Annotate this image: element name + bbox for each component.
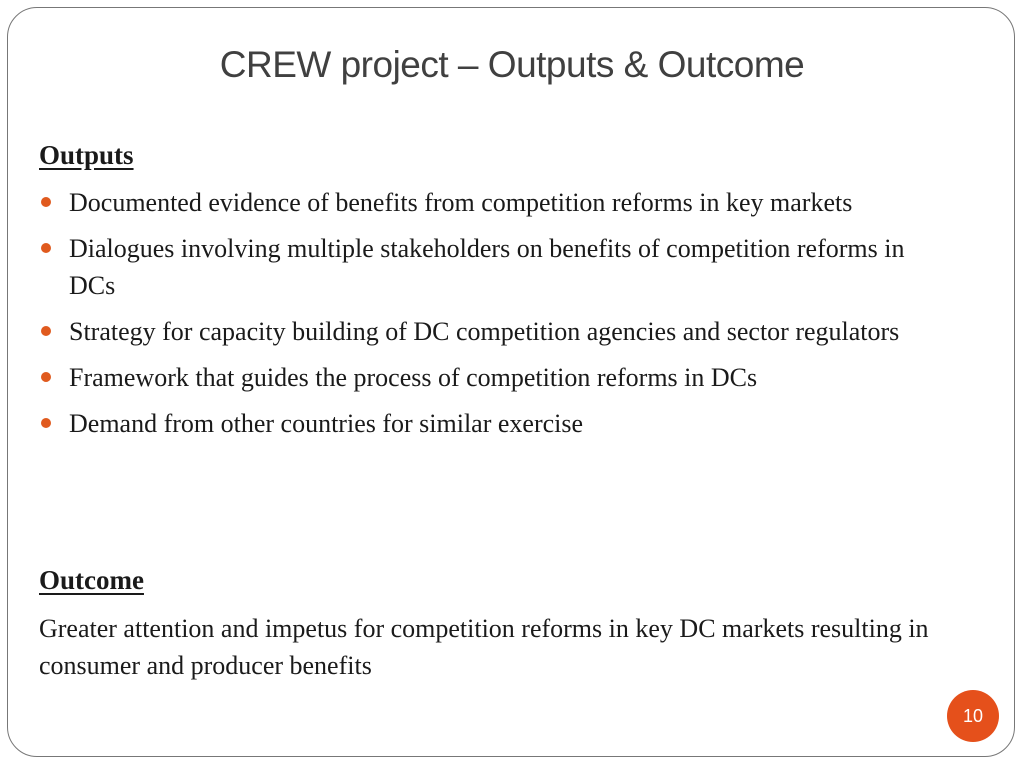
outputs-list-item [38, 359, 938, 396]
outputs-list-item [38, 405, 938, 442]
bullet-dot-icon [41, 372, 51, 382]
bullet-dot-icon [41, 197, 51, 207]
outputs-list-item [38, 230, 938, 304]
bullet-text: Demand from other countries for similar exercise [69, 409, 584, 438]
bullet-text: Documented evidence of benefits from competition reforms in key markets [69, 188, 853, 217]
bullet-dot-icon [41, 326, 51, 336]
bullet-text: Strategy for capacity building of DC competition agencies and sector regulators [69, 317, 900, 346]
page-number-badge: 10 [947, 690, 999, 742]
slide-title: CREW project – Outputs & Outcome [219, 44, 805, 85]
outcome-heading: Outcome [39, 565, 144, 595]
outputs-list-item [38, 313, 938, 350]
bullet-text: Framework that guides the process of competition reforms in DCs [69, 363, 758, 392]
outcome-text: Greater attention and impetus for competition reforms in key DC markets resulting in consumer and producer benefits [39, 614, 929, 680]
bullet-text: Dialogues involving multiple stakeholders on benefits of competition reforms in DCs [69, 234, 905, 300]
bullet-dot-icon [41, 418, 51, 428]
outputs-list-item [38, 184, 938, 221]
bullet-dot-icon [41, 243, 51, 253]
outputs-heading: Outputs [39, 140, 134, 170]
outputs-list [38, 184, 938, 451]
